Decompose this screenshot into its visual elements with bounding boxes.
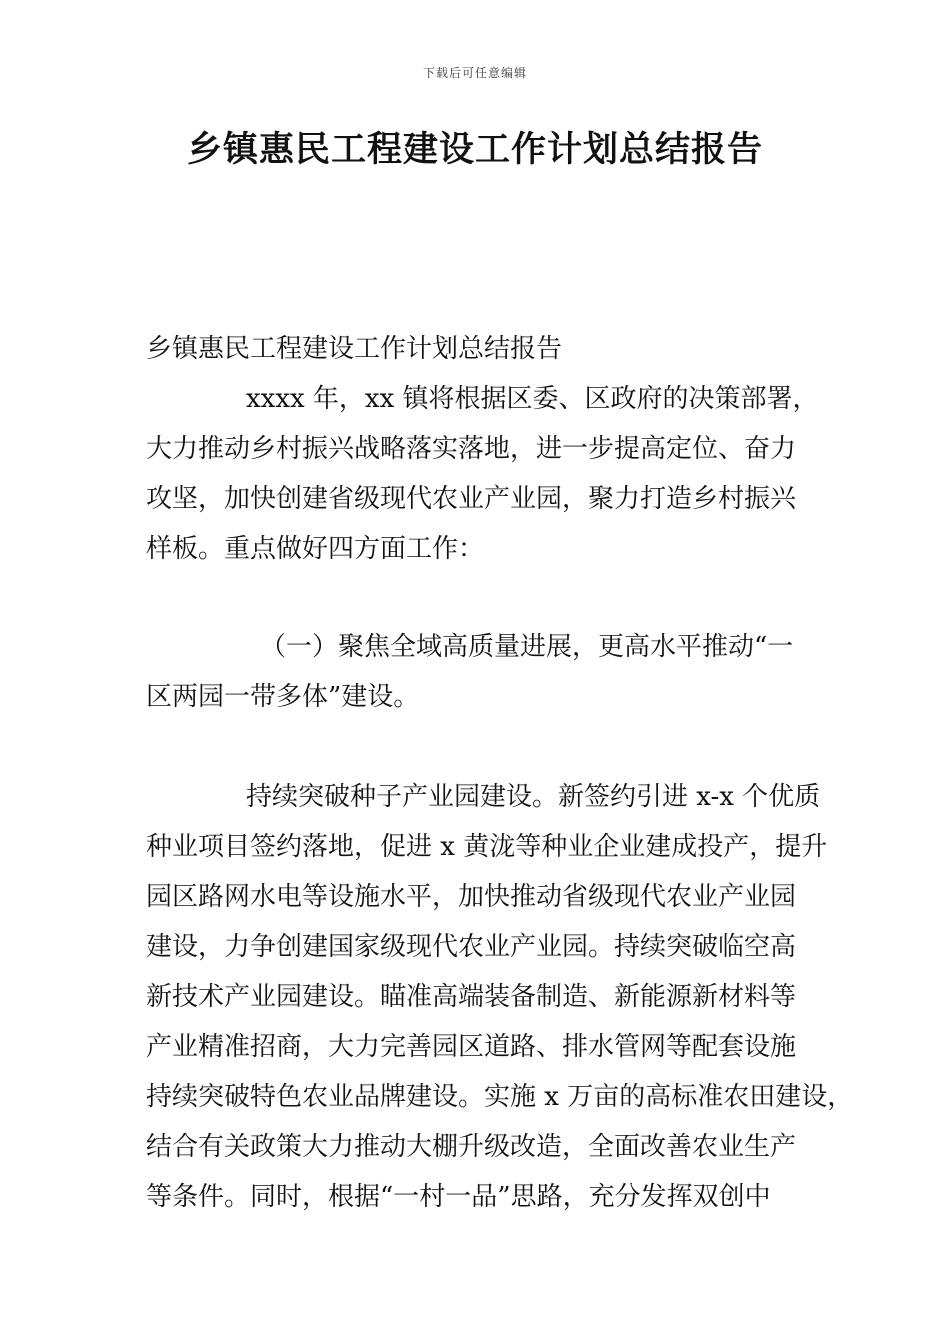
paragraph-line: 结合有关政策大力推动大棚升级改造，全面改善农业生产 [146,1132,797,1162]
paragraph-line: 建设，力争创建国家级现代农业产业园。持续突破临空高 [146,932,797,962]
paragraph-line: 攻坚，加快创建省级现代农业产业园，聚力打造乡村振兴 [146,484,797,514]
paragraph-line: 样板。重点做好四方面工作： [146,534,485,564]
paragraph-line: 产业精准招商，大力完善园区道路、排水管网等配套设施 [146,1032,797,1062]
document-title: 乡镇惠民工程建设工作计划总结报告 [186,130,763,170]
paragraph-line: 种业项目签约落地，促进 x 黄泷等种业企业建成投产，提升 [146,832,828,862]
paragraph-line: xxxx 年，xx 镇将根据区委、区政府的决策部署， [246,384,819,414]
paragraph-line: 区两园一带多体”建设。 [146,682,420,712]
paragraph-3 [146,772,854,1222]
paragraph-line: 新技术产业园建设。瞄准高端装备制造、新能源新材料等 [146,982,797,1012]
paragraph-line: （一）聚焦全域高质量进展，更高水平推动“一 [260,632,794,662]
paragraph-line: 大力推动乡村振兴战略落实落地，进一步提高定位、奋力 [146,434,797,464]
document-subtitle: 乡镇惠民工程建设工作计划总结报告 [146,334,563,364]
paragraph-line: 等条件。同时，根据“一村一品”思路，充分发挥双创中 [146,1182,771,1212]
paragraph-line: 园区路网水电等设施水平，加快推动省级现代农业产业园 [146,882,797,912]
paragraph-line: 持续突破特色农业品牌建设。实施 x 万亩的高标准农田建设， [146,1082,854,1112]
header-note: 下载后可任意编辑 [422,66,527,80]
paragraph-line: 持续突破种子产业园建设。新签约引进 x-x 个优质 [246,782,821,812]
paragraph-1 [146,374,826,574]
section-heading-1 [146,622,826,722]
